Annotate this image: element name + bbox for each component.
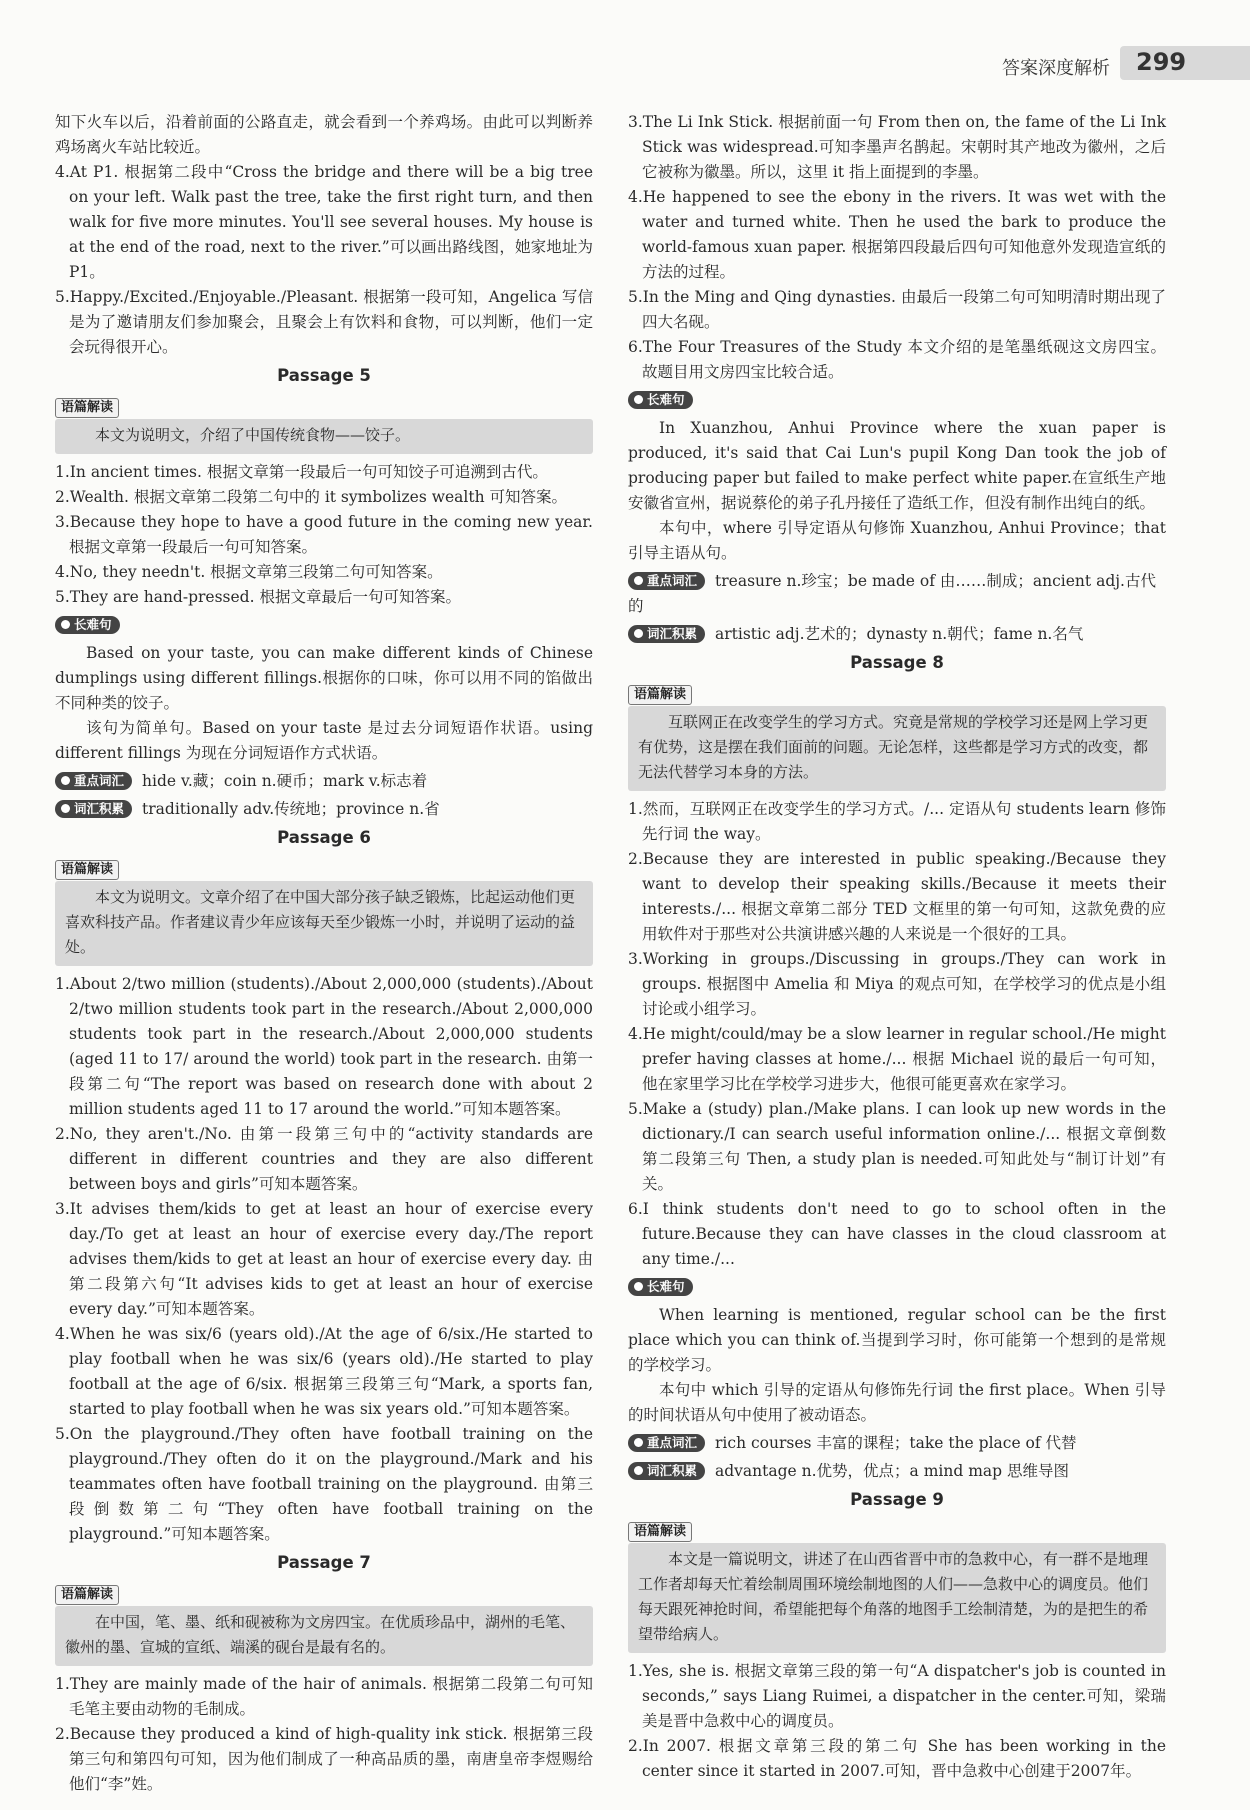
continued-text: 知下火车以后，沿着前面的公路直走，就会看到一个养鸡场。由此可以判断养鸡场离火车站比较近。: [55, 113, 593, 156]
answer-item: 1.About 2/two million (students)./About 2,000,000 (students)./About 2/two million students took part in the research./About 2,000,000 students took part in the research./About 2,000,000 students (aged 11 to 17/ around the world) took part in the research. 由第一段第二句“The report was based on research done with about 2 million students aged 11 to 17 around the world.”可知本题答案。: [55, 975, 593, 1118]
reading-tag: 语篇解读: [55, 1585, 119, 1605]
dot-icon: [634, 1466, 643, 1475]
long-sentence-tag: 长难句: [55, 616, 120, 634]
answer-item: 1.Yes, she is. 根据文章第三段的第一句“A dispatcher's job is counted in seconds,” says Liang Ruimei, a dispatcher in the center.可知，梁瑞美是晋中急救中心的调度员。: [628, 1662, 1166, 1730]
passage-title: Passage 7: [277, 1553, 371, 1572]
right-column: [628, 110, 1166, 1784]
passage-summary: 本文为说明文，介绍了中国传统食物——饺子。: [55, 419, 593, 454]
long-sentence-analysis: 该句为简单句。Based on your taste 是过去分词短语作状语。using different fillings 为现在分词短语作方式状语。: [55, 719, 593, 762]
answer-item: 5.Happy./Excited./Enjoyable./Pleasant. 根据第一段可知，Angelica 写信是为了邀请朋友们参加聚会，且聚会上有饮料和食物，可以判断，他们一定会玩得很开心。: [55, 288, 593, 356]
answer-item: 5.On the playground./They often have football training on the playground./They often do it on the playground./Mark and his teammates often have football training on the playground. 由第三段倒数第二句“They often have football training on the playground.”可知本题答案。: [55, 1425, 593, 1543]
page-number: 299: [1136, 48, 1187, 76]
answer-item: 2.In 2007. 根据文章第三段的第二句 She has been working in the center since it started in 2007.可知，晋中急救中心创建于2007年。: [628, 1737, 1166, 1780]
passage-title: Passage 9: [850, 1490, 944, 1509]
answer-item: 3.Because they hope to have a good future in the coming new year. 根据文章第一段最后一句可知答案。: [55, 513, 593, 556]
answer-item: 2.Wealth. 根据文章第二段第二句中的 it symbolizes wealth 可知答案。: [55, 488, 568, 506]
dot-icon: [634, 1282, 643, 1291]
page-number-tab: [1120, 46, 1250, 80]
key-vocab-tag: 重点词汇: [628, 1434, 705, 1452]
vocab-accum-tag: 词汇积累: [628, 625, 705, 643]
passage-title: Passage 6: [277, 828, 371, 847]
key-vocab-row: 重点词汇 rich courses 丰富的课程；take the place of 代替: [628, 1431, 1166, 1456]
answer-item: 4.At P1. 根据第二段中“Cross the bridge and there will be a big tree on your left. Walk past the tree, take the first right turn, and then walk for five more minutes. You'll see several houses. My house is at the end of the road, next to the river.”可以画出路线图，她家地址为P1。: [55, 163, 593, 281]
key-vocab-tag: 重点词汇: [628, 572, 705, 590]
answer-item: 1.然而，互联网正在改变学生的学习方式。/... 定语从句 students learn 修饰先行词 the way。: [628, 800, 1166, 843]
key-vocab-tag: 重点词汇: [55, 772, 132, 790]
dot-icon: [634, 395, 643, 404]
long-sentence-tag: 长难句: [628, 391, 693, 409]
reading-tag: 语篇解读: [55, 860, 119, 880]
long-sentence-analysis: 本句中，where 引导定语从句修饰 Xuanzhou, Anhui Province；that 引导主语从句。: [628, 519, 1166, 562]
header-label: 答案深度解析: [1002, 58, 1110, 79]
passage-summary: 本文是一篇说明文，讲述了在山西省晋中市的急救中心，有一群不是地理工作者却每天忙着绘制周围环境绘制地图的人们——急救中心的调度员。他们每天跟死神抢时间，希望能把每个角落的地图手工绘制清楚，为的是把生的希望带给病人。: [628, 1543, 1166, 1653]
reading-tag: 语篇解读: [55, 398, 119, 418]
vocab-accum-row: 词汇积累 advantage n.优势，优点；a mind map 思维导图: [628, 1459, 1166, 1484]
page-header: [960, 44, 1250, 82]
long-sentence: In Xuanzhou, Anhui Province where the xuan paper is produced, it's said that Cai Lun's pupil Kong Dan took the job of producing paper but failed to make perfect white paper.在宣纸生产地安徽省宣州，据说蔡伦的弟子孔丹接任了造纸工作，但没有制作出纯白的纸。: [628, 419, 1166, 512]
passage-summary: 本文为说明文。文章介绍了在中国大部分孩子缺乏锻炼，比起运动他们更喜欢科技产品。作者建议青少年应该每天至少锻炼一小时，并说明了运动的益处。: [55, 881, 593, 966]
answer-item: 3.It advises them/kids to get at least an hour of exercise every day./To get at least an hour of exercise every day./The report advises them/kids to get at least an hour of exercise every day. 由第二段第六句“It advises kids to get at least an hour of exercise every day.”可知本题答案。: [55, 1200, 593, 1318]
vocab-accum-row: 词汇积累 artistic adj.艺术的；dynasty n.朝代；fame n.名气: [628, 622, 1166, 647]
dot-icon: [61, 776, 70, 785]
answer-item: 6.The Four Treasures of the Study 本文介绍的是笔墨纸砚这文房四宝。故题目用文房四宝比较合适。: [628, 338, 1166, 381]
answer-item: 4.He might/could/may be a slow learner in regular school./He might prefer having classes at home./... 根据 Michael 说的最后一句可知，他在家里学习比在学校学习进步大，他很可能更喜欢在家学习。: [628, 1025, 1166, 1093]
dot-icon: [634, 576, 643, 585]
left-column: [55, 110, 593, 1797]
long-sentence: When learning is mentioned, regular school can be the first place which you can think of.当提到学习时，你可能第一个想到的是常规的学校学习。: [628, 1306, 1166, 1374]
passage-summary: 互联网正在改变学生的学习方式。究竟是常规的学校学习还是网上学习更有优势，这是摆在我们面前的问题。无论怎样，这些都是学习方式的改变，都无法代替学习本身的方法。: [628, 706, 1166, 791]
answer-item: 1.They are mainly made of the hair of animals. 根据第二段第二句可知毛笔主要由动物的毛制成。: [55, 1675, 593, 1718]
passage-title: Passage 5: [277, 366, 371, 385]
reading-tag: 语篇解读: [628, 1522, 692, 1542]
answer-item: 2.Because they are interested in public speaking./Because they want to develop their speaking skills./Because it meets their interests./... 根据文章第二部分 TED 文框里的第一句可知，这款免费的应用软件对于那些对公共演讲感兴趣的人来说是一个很好的工具。: [628, 850, 1166, 943]
answer-item: 4.He happened to see the ebony in the rivers. It was wet with the water and turned white. Then he used the bark to produce the world-famous xuan paper. 根据第四段最后四句可知他意外发现造宣纸的方法的过程。: [628, 188, 1166, 281]
dot-icon: [61, 620, 70, 629]
answer-item: 3.The Li Ink Stick. 根据前面一句 From then on, the fame of the Li Ink Stick was widespread.可知李墨声名鹊起。宋朝时其产地改为徽州，之后它被称为徽墨。所以，这里 it 指上面提到的李墨。: [628, 113, 1166, 181]
answer-item: 2.No, they aren't./No. 由第一段第三句中的“activity standards are different in different countries and they are also different between boys and girls”可知本题答案。: [55, 1125, 593, 1193]
dot-icon: [61, 804, 70, 813]
long-sentence-analysis: 本句中 which 引导的定语从句修饰先行词 the first place。When 引导的时间状语从句中使用了被动语态。: [628, 1381, 1166, 1424]
answer-item: 5.Make a (study) plan./Make plans. I can look up new words in the dictionary./I can search useful information online./... 根据文章倒数第二段第三句 Then, a study plan is needed.可知此处与“制订计划”有关。: [628, 1100, 1166, 1193]
key-vocab-row: 重点词汇 hide v.藏；coin n.硬币；mark v.标志着: [55, 769, 593, 794]
passage-summary: 在中国，笔、墨、纸和砚被称为文房四宝。在优质珍品中，湖州的毛笔、徽州的墨、宣城的宣纸、端溪的砚台是最有名的。: [55, 1606, 593, 1666]
answer-item: 5.They are hand-pressed. 根据文章最后一句可知答案。: [55, 588, 461, 606]
answer-item: 6.I think students don't need to go to school often in the future.Because they can have classes in the cloud classroom at any time./...: [628, 1200, 1166, 1268]
vocab-accum-tag: 词汇积累: [628, 1462, 705, 1480]
answer-item: 4.No, they needn't. 根据文章第三段第二句可知答案。: [55, 563, 443, 581]
answer-item: 1.In ancient times. 根据文章第一段最后一句可知饺子可追溯到古代。: [55, 463, 548, 481]
answer-item: 3.Working in groups./Discussing in groups./They can work in groups. 根据图中 Amelia 和 Miya 的观点可知，在学校学习的优点是小组讨论或小组学习。: [628, 950, 1166, 1018]
vocab-accum-row: 词汇积累 traditionally adv.传统地；province n.省: [55, 797, 593, 822]
long-sentence-tag: 长难句: [628, 1278, 693, 1296]
dot-icon: [634, 1438, 643, 1447]
vocab-accum-tag: 词汇积累: [55, 800, 132, 818]
reading-tag: 语篇解读: [628, 685, 692, 705]
answer-item: 4.When he was six/6 (years old)./At the age of 6/six./He started to play football when he was six/6 (years old)./He started to play football at the age of 6/six. 根据第三段第三句“Mark, a sports fan, started to play football when he was six years old.”可知本题答案。: [55, 1325, 593, 1418]
dot-icon: [634, 629, 643, 638]
passage-title: Passage 8: [850, 653, 944, 672]
answer-item: 2.Because they produced a kind of high-quality ink stick. 根据第三段第三句和第四句可知，因为他们制成了一种高品质的墨，南唐皇帝李煜赐给他们“李”姓。: [55, 1725, 593, 1793]
answer-item: 5.In the Ming and Qing dynasties. 由最后一段第二句可知明清时期出现了四大名砚。: [628, 288, 1166, 331]
long-sentence: Based on your taste, you can make different kinds of Chinese dumplings using different fillings.根据你的口味，你可以用不同的馅做出不同种类的饺子。: [55, 644, 593, 712]
key-vocab-row: 重点词汇 treasure n.珍宝；be made of 由……制成；ancient adj.古代的: [628, 572, 1156, 615]
